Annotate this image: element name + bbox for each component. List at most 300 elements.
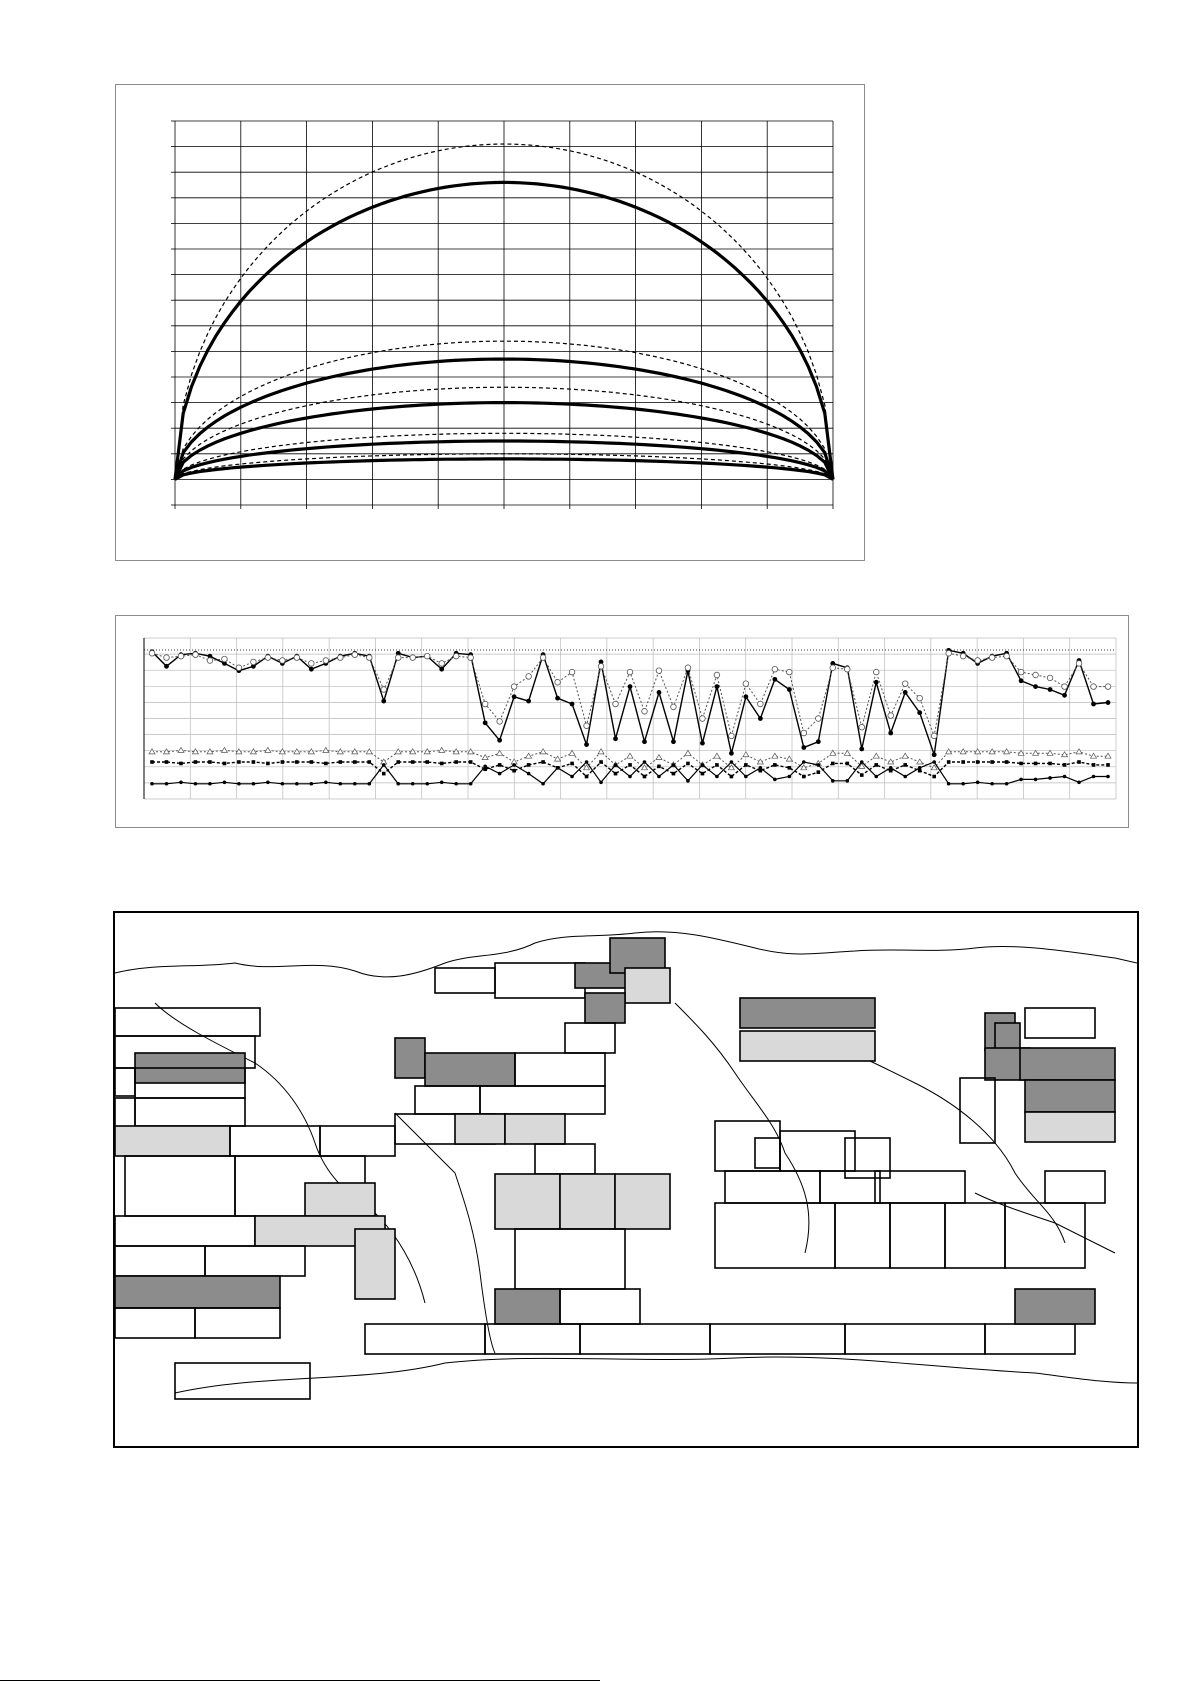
map-cell-none xyxy=(820,1171,880,1203)
series-point-2 xyxy=(178,747,184,752)
series-point-1 xyxy=(931,733,937,739)
series-point-1 xyxy=(338,655,344,661)
series-point-3 xyxy=(498,763,502,767)
series-point-0 xyxy=(801,745,806,750)
series-point-4 xyxy=(425,782,429,786)
series-point-1 xyxy=(960,653,966,659)
series-point-2 xyxy=(482,755,488,760)
series-point-1 xyxy=(482,701,488,707)
series-point-2 xyxy=(656,755,662,760)
map-cell-dark xyxy=(395,1038,425,1078)
series-point-4 xyxy=(527,772,531,776)
series-point-0 xyxy=(772,677,777,682)
series-point-1 xyxy=(309,661,315,667)
series-point-1 xyxy=(540,655,546,661)
arc-chart-panel xyxy=(115,84,865,561)
series-point-1 xyxy=(439,661,445,667)
series-point-1 xyxy=(598,664,604,670)
map-cell-dark xyxy=(585,993,625,1023)
series-point-3 xyxy=(266,762,270,766)
map-cell-none xyxy=(175,1363,310,1399)
map-cell-light xyxy=(615,1174,670,1229)
series-point-3 xyxy=(1106,763,1110,767)
series-point-4 xyxy=(396,782,400,786)
series-point-1 xyxy=(555,679,561,685)
series-point-3 xyxy=(672,772,676,776)
series-point-0 xyxy=(758,716,763,721)
series-point-1 xyxy=(714,672,720,678)
series-point-3 xyxy=(730,775,734,779)
series-point-4 xyxy=(874,775,878,779)
series-point-3 xyxy=(585,775,589,779)
map-cell-dark xyxy=(425,1053,515,1086)
series-point-0 xyxy=(729,751,734,756)
series-point-3 xyxy=(570,762,574,766)
series-point-0 xyxy=(381,699,386,704)
series-point-4 xyxy=(469,782,473,786)
series-point-0 xyxy=(439,667,444,672)
series-point-3 xyxy=(281,760,285,764)
series-point-1 xyxy=(1091,684,1097,690)
world-map-svg xyxy=(115,913,1137,1446)
series-point-0 xyxy=(584,742,589,747)
map-cell-none xyxy=(115,1008,260,1036)
series-point-1 xyxy=(395,655,401,661)
map-cell-none xyxy=(715,1121,780,1171)
series-point-4 xyxy=(324,781,328,785)
series-point-3 xyxy=(165,760,169,764)
map-cell-none xyxy=(960,1078,995,1143)
series-point-3 xyxy=(817,770,821,774)
map-cell-none xyxy=(125,1156,235,1216)
series-point-1 xyxy=(1047,675,1053,681)
series-point-4 xyxy=(179,781,183,785)
series-point-2 xyxy=(221,747,227,752)
map-cell-none xyxy=(890,1203,945,1268)
series-point-0 xyxy=(1033,684,1038,689)
series-point-2 xyxy=(555,756,561,761)
map-cell-none xyxy=(115,1246,205,1276)
series-point-4 xyxy=(281,782,285,786)
series-point-4 xyxy=(556,766,560,770)
series-point-1 xyxy=(772,666,778,672)
map-cell-light xyxy=(560,1174,615,1229)
map-cell-none xyxy=(710,1324,845,1354)
series-point-1 xyxy=(700,716,706,722)
map-cell-light xyxy=(305,1183,375,1216)
series-point-3 xyxy=(860,773,864,777)
series-point-3 xyxy=(194,760,198,764)
series-point-3 xyxy=(788,766,792,770)
series-point-0 xyxy=(555,696,560,701)
series-point-2 xyxy=(641,765,647,770)
series-point-1 xyxy=(642,708,648,714)
series-point-3 xyxy=(1063,763,1067,767)
series-point-0 xyxy=(859,747,864,752)
map-cell-light xyxy=(495,1174,560,1229)
series-point-3 xyxy=(425,760,429,764)
series-point-3 xyxy=(874,763,878,767)
series-point-3 xyxy=(454,760,458,764)
series-point-1 xyxy=(917,695,923,701)
series-point-1 xyxy=(178,653,184,659)
map-cell-none xyxy=(565,1023,615,1053)
series-point-1 xyxy=(410,655,416,661)
series-point-2 xyxy=(366,749,372,754)
series-point-1 xyxy=(251,659,257,665)
map-cell-light xyxy=(115,1126,230,1156)
series-point-2 xyxy=(772,753,778,758)
series-point-4 xyxy=(845,779,849,783)
map-cell-none xyxy=(485,1324,580,1354)
map-cell-none xyxy=(230,1126,320,1156)
series-point-1 xyxy=(584,723,590,729)
series-point-3 xyxy=(382,772,386,776)
series-point-4 xyxy=(1077,781,1081,785)
series-point-3 xyxy=(773,763,777,767)
series-point-4 xyxy=(252,782,256,786)
series-point-3 xyxy=(223,762,227,766)
series-line-1 xyxy=(152,653,1108,736)
map-cell-none xyxy=(560,1289,640,1324)
map-cell-none xyxy=(845,1324,985,1354)
series-point-4 xyxy=(802,760,806,764)
series-point-1 xyxy=(1076,661,1082,667)
series-point-0 xyxy=(497,738,502,743)
series-point-4 xyxy=(382,763,386,767)
series-point-3 xyxy=(1077,760,1081,764)
series-point-2 xyxy=(1091,753,1097,758)
map-cell-none xyxy=(435,968,495,993)
series-point-4 xyxy=(657,775,661,779)
series-point-2 xyxy=(439,747,445,752)
series-point-0 xyxy=(1106,700,1111,705)
series-point-3 xyxy=(903,763,907,767)
series-point-3 xyxy=(1019,762,1023,766)
series-point-4 xyxy=(730,760,734,764)
series-point-4 xyxy=(440,781,444,785)
series-point-0 xyxy=(715,684,720,689)
map-cell-light xyxy=(1025,1112,1115,1142)
series-point-4 xyxy=(1106,775,1110,779)
map-cell-none xyxy=(115,1216,255,1246)
series-point-0 xyxy=(628,684,633,689)
series-point-3 xyxy=(990,760,994,764)
series-point-4 xyxy=(411,782,415,786)
series-point-1 xyxy=(164,655,170,661)
series-chart-svg xyxy=(116,616,1130,829)
series-point-1 xyxy=(902,681,908,687)
series-point-2 xyxy=(149,749,155,754)
map-cell-dark xyxy=(115,1276,280,1308)
series-point-4 xyxy=(585,760,589,764)
series-point-3 xyxy=(324,762,328,766)
series-point-4 xyxy=(483,765,487,769)
series-point-3 xyxy=(295,760,299,764)
series-point-0 xyxy=(570,702,575,707)
series-point-3 xyxy=(541,760,545,764)
series-point-1 xyxy=(236,665,242,671)
series-point-4 xyxy=(759,766,763,770)
map-cell-dark xyxy=(1015,1289,1095,1324)
series-point-1 xyxy=(1018,669,1024,675)
series-point-3 xyxy=(208,760,212,764)
series-point-0 xyxy=(888,731,893,736)
map-cell-none xyxy=(515,1053,605,1086)
series-point-4 xyxy=(237,782,241,786)
series-point-0 xyxy=(903,690,908,695)
series-point-4 xyxy=(744,775,748,779)
map-cell-none xyxy=(115,1098,135,1128)
map-cell-none xyxy=(195,1308,280,1338)
series-point-4 xyxy=(1019,778,1023,782)
map-cell-none xyxy=(755,1138,780,1168)
map-cell-none xyxy=(1025,1008,1095,1038)
series-point-1 xyxy=(671,704,677,710)
map-cell-none xyxy=(580,1324,710,1354)
series-point-0 xyxy=(917,710,922,715)
series-point-0 xyxy=(1048,687,1053,692)
series-point-3 xyxy=(396,760,400,764)
series-point-4 xyxy=(860,760,864,764)
series-point-4 xyxy=(512,763,516,767)
series-point-4 xyxy=(831,779,835,783)
series-point-4 xyxy=(295,782,299,786)
series-point-1 xyxy=(844,666,850,672)
series-point-0 xyxy=(816,739,821,744)
series-point-2 xyxy=(714,753,720,758)
series-point-4 xyxy=(1063,775,1067,779)
series-point-4 xyxy=(715,775,719,779)
series-point-4 xyxy=(918,766,922,770)
series-point-3 xyxy=(469,760,473,764)
series-point-1 xyxy=(265,655,271,661)
series-point-4 xyxy=(367,782,371,786)
series-point-1 xyxy=(627,669,633,675)
series-point-1 xyxy=(222,656,228,662)
series-point-3 xyxy=(353,760,357,764)
series-point-2 xyxy=(1004,749,1010,754)
series-point-2 xyxy=(337,749,343,754)
series-point-2 xyxy=(468,749,474,754)
map-cell-dark xyxy=(1025,1080,1115,1112)
world-map-panel xyxy=(113,911,1139,1448)
series-point-0 xyxy=(642,739,647,744)
map-cell-dark xyxy=(1020,1048,1115,1080)
map-cell-none xyxy=(205,1246,305,1276)
map-cell-none xyxy=(835,1203,890,1268)
series-point-1 xyxy=(294,655,300,661)
series-point-4 xyxy=(165,782,169,786)
series-point-3 xyxy=(179,762,183,766)
series-point-0 xyxy=(787,687,792,692)
series-point-3 xyxy=(961,760,965,764)
series-point-3 xyxy=(512,769,516,773)
series-point-1 xyxy=(975,658,981,664)
series-point-4 xyxy=(643,760,647,764)
series-point-1 xyxy=(193,652,199,658)
series-point-0 xyxy=(483,720,488,725)
series-point-1 xyxy=(207,658,213,664)
series-point-3 xyxy=(614,772,618,776)
series-point-1 xyxy=(656,668,662,674)
series-point-2 xyxy=(250,749,256,754)
series-point-4 xyxy=(541,782,545,786)
series-point-2 xyxy=(960,749,966,754)
series-point-3 xyxy=(150,760,154,764)
series-point-4 xyxy=(1005,782,1009,786)
series-point-1 xyxy=(873,669,879,675)
map-cell-none xyxy=(780,1131,855,1171)
series-point-4 xyxy=(976,781,980,785)
series-point-4 xyxy=(614,763,618,767)
series-point-2 xyxy=(294,749,300,754)
series-point-3 xyxy=(1005,760,1009,764)
map-cell-none xyxy=(115,1068,135,1096)
series-point-4 xyxy=(1048,776,1052,780)
series-point-4 xyxy=(990,782,994,786)
map-cell-none xyxy=(480,1086,605,1114)
series-point-2 xyxy=(1076,749,1082,754)
series-point-4 xyxy=(266,781,270,785)
map-cell-light xyxy=(355,1229,395,1299)
series-point-1 xyxy=(787,669,793,675)
series-point-3 xyxy=(527,763,531,767)
series-point-3 xyxy=(1048,762,1052,766)
series-point-4 xyxy=(570,775,574,779)
series-point-1 xyxy=(424,653,430,659)
map-cell-light xyxy=(625,968,670,1003)
map-cell-none xyxy=(365,1324,485,1354)
series-point-1 xyxy=(526,674,532,680)
series-point-0 xyxy=(932,752,937,757)
map-cell-none xyxy=(1045,1171,1105,1203)
map-cell-light xyxy=(505,1114,565,1144)
series-point-1 xyxy=(497,719,503,725)
series-point-4 xyxy=(339,782,343,786)
series-point-1 xyxy=(366,655,372,661)
series-point-4 xyxy=(961,782,965,786)
series-point-4 xyxy=(817,763,821,767)
series-point-1 xyxy=(859,724,865,730)
series-point-2 xyxy=(786,756,792,761)
map-cell-none xyxy=(1005,1203,1085,1268)
map-cell-none xyxy=(135,1098,245,1126)
series-point-3 xyxy=(599,760,603,764)
series-chart-panel xyxy=(115,615,1129,828)
series-point-4 xyxy=(788,775,792,779)
series-point-4 xyxy=(672,763,676,767)
series-point-3 xyxy=(686,762,690,766)
series-point-3 xyxy=(1092,763,1096,767)
arc-chart-svg xyxy=(116,85,866,562)
series-point-4 xyxy=(947,782,951,786)
series-point-1 xyxy=(888,713,894,719)
series-point-0 xyxy=(1019,678,1024,683)
series-point-3 xyxy=(411,760,415,764)
series-point-0 xyxy=(1091,702,1096,707)
series-point-0 xyxy=(309,667,314,672)
series-point-4 xyxy=(223,781,227,785)
series-point-4 xyxy=(1092,775,1096,779)
series-point-3 xyxy=(831,762,835,766)
series-point-1 xyxy=(511,684,517,690)
series-point-3 xyxy=(310,760,314,764)
series-point-1 xyxy=(280,658,286,664)
series-point-3 xyxy=(628,763,632,767)
map-cell-none xyxy=(415,1086,480,1114)
map-cell-dark xyxy=(495,1289,560,1324)
series-point-4 xyxy=(773,778,777,782)
series-point-0 xyxy=(1062,693,1067,698)
series-point-4 xyxy=(150,782,154,786)
series-point-1 xyxy=(729,733,735,739)
footer-rule xyxy=(0,1680,600,1681)
series-point-1 xyxy=(352,652,358,658)
series-point-3 xyxy=(701,772,705,776)
series-point-4 xyxy=(353,782,357,786)
series-point-2 xyxy=(598,749,604,754)
series-point-1 xyxy=(801,730,807,736)
series-point-1 xyxy=(830,665,836,671)
coastline-6 xyxy=(175,1357,1137,1393)
series-point-3 xyxy=(237,760,241,764)
map-cell-none xyxy=(715,1203,835,1268)
series-point-3 xyxy=(947,760,951,764)
map-cell-none xyxy=(320,1126,395,1156)
map-cell-dark xyxy=(740,998,875,1028)
series-point-1 xyxy=(816,716,822,722)
series-point-4 xyxy=(599,781,603,785)
map-cell-none xyxy=(115,1308,195,1338)
map-cell-none xyxy=(515,1229,625,1289)
series-point-1 xyxy=(323,658,329,664)
series-point-2 xyxy=(540,749,546,754)
series-point-1 xyxy=(613,701,619,707)
series-point-1 xyxy=(381,687,387,693)
series-point-1 xyxy=(453,653,459,659)
series-point-1 xyxy=(149,650,155,656)
series-point-0 xyxy=(874,680,879,685)
series-point-0 xyxy=(512,694,517,699)
map-cell-none xyxy=(875,1171,965,1203)
series-point-1 xyxy=(989,655,995,661)
series-point-2 xyxy=(395,749,401,754)
series-point-4 xyxy=(903,775,907,779)
map-cell-none xyxy=(535,1144,595,1174)
series-point-4 xyxy=(310,782,314,786)
series-point-4 xyxy=(932,760,936,764)
map-cell-none xyxy=(495,963,585,998)
series-point-0 xyxy=(671,739,676,744)
series-point-1 xyxy=(569,669,575,675)
series-point-2 xyxy=(627,753,633,758)
series-point-0 xyxy=(657,690,662,695)
series-point-2 xyxy=(743,752,749,757)
series-point-0 xyxy=(743,694,748,699)
series-point-1 xyxy=(743,681,749,687)
series-point-3 xyxy=(715,763,719,767)
series-point-2 xyxy=(902,753,908,758)
series-point-2 xyxy=(873,753,879,758)
series-point-0 xyxy=(526,699,531,704)
series-point-3 xyxy=(643,775,647,779)
series-point-2 xyxy=(917,759,923,764)
series-point-3 xyxy=(339,760,343,764)
coastline-2 xyxy=(395,1113,495,1353)
series-point-4 xyxy=(686,779,690,783)
series-point-0 xyxy=(164,664,169,669)
